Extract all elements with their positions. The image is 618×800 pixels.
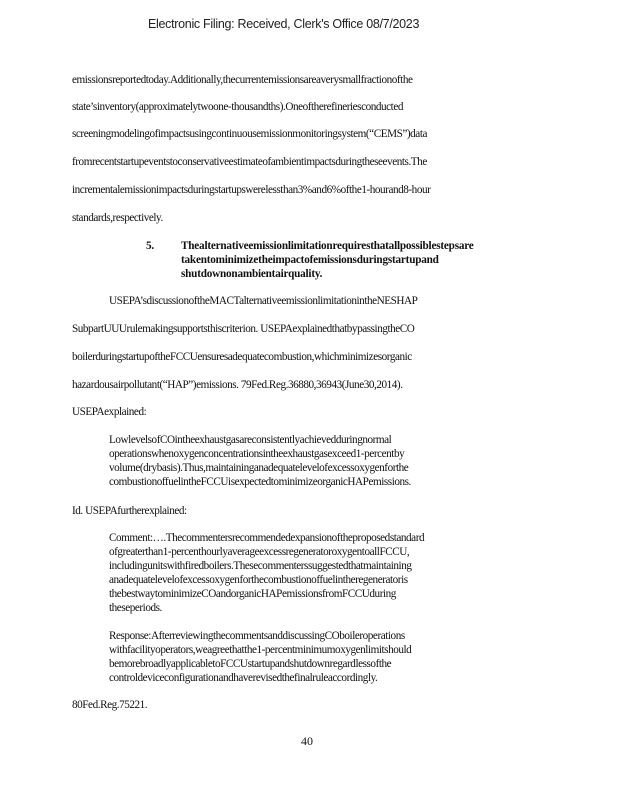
quote1-line-3: volume(drybasis).Thus,maintaininganadequatelevelofexcessoxygenforthe bbox=[109, 462, 409, 474]
quote3-line-1: Response:AfterreviewingthecommentsanddiscussingCOboileroperations bbox=[109, 630, 405, 642]
para1-line-6: standards,respectively. bbox=[72, 212, 163, 224]
quote2-line-6: theseperiods. bbox=[109, 602, 162, 614]
quote2-line-3: includingunitswithfiredboilers.Thesecommenterssuggestedthatmaintaining bbox=[109, 560, 412, 572]
filing-stamp: Electronic Filing: Received, Clerk's Office 08/7/2023 bbox=[148, 17, 420, 31]
quote3-line-4: controldeviceconfigurationandhaverevisedthefinalruleaccordingly. bbox=[109, 672, 378, 684]
quote2-line-1: Comment:….Thecommentersrecommendedexpansionoftheproposedstandard bbox=[109, 532, 425, 544]
para1-line-3: screeningmodelingofimpactsusingcontinuousemissionmonitoringsystem(“CEMS”)data bbox=[72, 128, 427, 140]
explained-intro: USEPAexplained: bbox=[72, 406, 147, 418]
further-intro: Id. USEPAfurtherexplained: bbox=[72, 505, 187, 517]
quote3-line-2: withfacilityoperators,weagreethatthe1-percentminimumoxygenlimitshould bbox=[109, 644, 412, 656]
para1-line-5: incrementalemissionimpactsduringstartupswerelessthan3%and6%ofthe1-hourand8-hour bbox=[72, 184, 431, 196]
quote2-line-2: ofgreaterthan1-percenthourlyaverageexcessregeneratoroxygentoallFCCU, bbox=[109, 546, 410, 558]
para2-line-1: USEPA’sdiscussionoftheMACTalternativeemissionlimitationintheNESHAP bbox=[109, 295, 418, 307]
quote1-line-4: combustionoffuelintheFCCUisexpectedtominimizeorganicHAPemissions. bbox=[109, 476, 411, 488]
quote2-line-5: thebestwaytominimizeCOandorganicHAPemissionsfromFCCUduring bbox=[109, 588, 396, 600]
quote1-line-2: operationswhenoxygenconcentrationsintheexhaustgasexceed1-percentby bbox=[109, 448, 405, 460]
para1-line-4: fromrecentstartupeventstoconservativeestimateofambientimpactsduringtheseevents.The bbox=[72, 156, 427, 168]
citation: 80Fed.Reg.75221. bbox=[72, 699, 148, 711]
quote1-line-1: LowlevelsofCOintheexhaustgasareconsistentlyachievedduringnormal bbox=[109, 434, 392, 446]
para2-line-4: hazardousairpollutant(“HAP”)emissions. 79Fed.Reg.36880,36943(June30,2014). bbox=[72, 379, 403, 391]
para1-line-2: state’sinventory(approximatelytwoone-thousandths).Oneoftherefineriesconducted bbox=[72, 101, 404, 113]
quote3-line-3: bemorebroadlyapplicabletoFCCUstartupandshutdownregardlessofthe bbox=[109, 658, 392, 670]
heading-line-2: takentominimizetheimpactofemissionsduringstartupand bbox=[181, 254, 439, 266]
heading-line-1: Thealternativeemissionlimitationrequiresthatallpossiblestepsare bbox=[181, 240, 474, 252]
heading-line-3: shutdownonambientairquality. bbox=[181, 268, 323, 280]
page-number: 40 bbox=[301, 734, 313, 748]
para2-line-2: SubpartUUUrulemakingsupportsthiscriterion. USEPAexplainedthatbypassingtheCO bbox=[72, 323, 415, 335]
quote2-line-4: anadequatelevelofexcessoxygenforthecombustionoffuelintheregeneratoris bbox=[109, 574, 408, 586]
heading-number: 5. bbox=[146, 240, 154, 252]
para2-line-3: boilerduringstartupoftheFCCUensuresadequatecombustion,whichminimizesorganic bbox=[72, 351, 412, 363]
para1-line-1: emissionsreportedtoday.Additionally,thecurrentemissionsareaverysmallfractionofthe bbox=[72, 74, 413, 86]
